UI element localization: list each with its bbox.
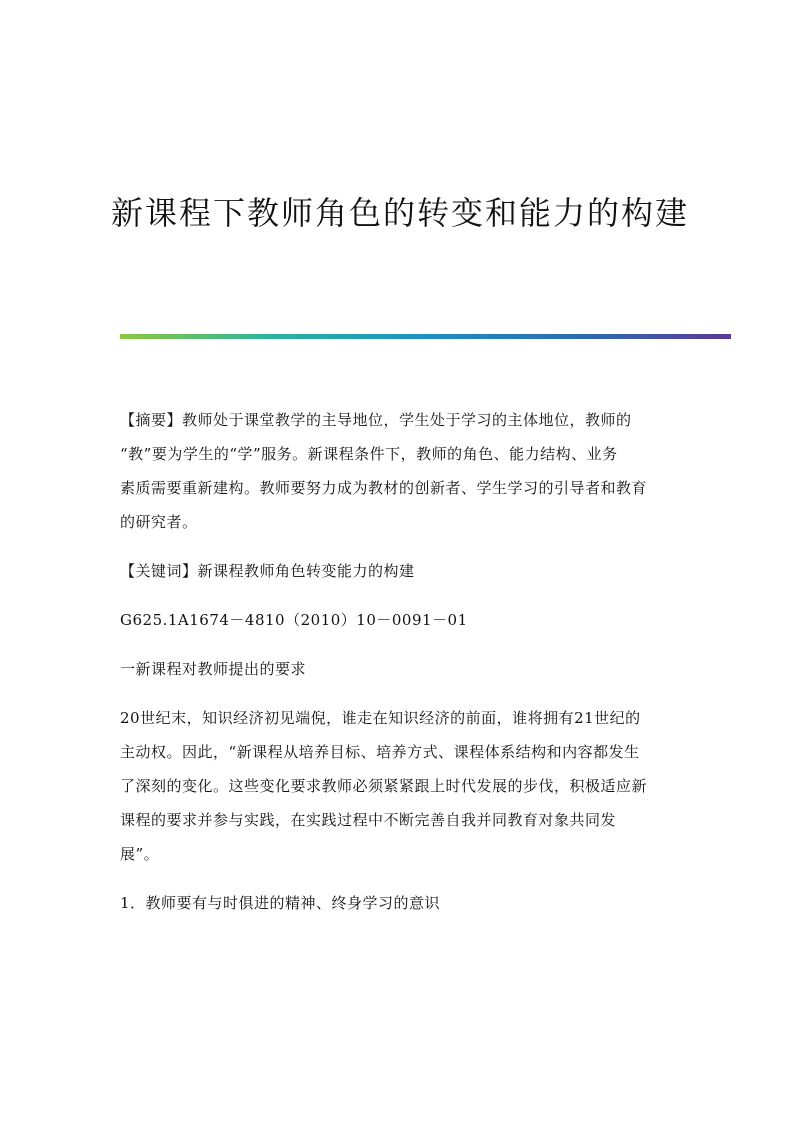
text-line: 主动权。因此，“新课程从培养目标、培养方式、课程体系结构和内容都发生 [120, 743, 640, 761]
subsection-heading [120, 886, 680, 920]
body-paragraph [120, 701, 680, 871]
abstract-paragraph [120, 403, 680, 539]
text-line: 【摘要】教师处于课堂教学的主导地位，学生处于学习的主体地位，教师的 [120, 411, 632, 429]
text-line: 1．教师要有与时俱进的精神、终身学习的意识 [120, 894, 441, 912]
document-body [120, 403, 680, 920]
text-line: 课程的要求并参与实践，在实践过程中不断完善自我并同教育对象共同发 [120, 811, 617, 829]
text-line: 展”。 [120, 845, 160, 863]
text-line: 20世纪末，知识经济初见端倪，谁走在知识经济的前面，谁将拥有21世纪的 [120, 709, 641, 727]
text-line: G625.1A1674－4810（2010）10－0091－01 [120, 611, 468, 629]
text-line: 素质需要重新建构。教师要努力成为教材的创新者、学生学习的引导者和教育 [120, 479, 648, 497]
text-line: 【关键词】新课程教师角色转变能力的构建 [120, 562, 415, 580]
keywords-paragraph [120, 554, 680, 588]
classification-paragraph [120, 603, 680, 637]
title-divider [120, 334, 731, 339]
text-line: 了深刻的变化。这些变化要求教师必须紧紧跟上时代发展的步伐，积极适应新 [120, 777, 648, 795]
text-line: 的研究者。 [120, 513, 198, 531]
text-line: “教”要为学生的“学”服务。新课程条件下，教师的角色、能力结构、业务 [120, 445, 618, 463]
text-line: 一新课程对教师提出的要求 [120, 660, 307, 678]
document-title: 新课程下教师角色的转变和能力的构建 [110, 194, 689, 232]
section-heading [120, 652, 680, 686]
